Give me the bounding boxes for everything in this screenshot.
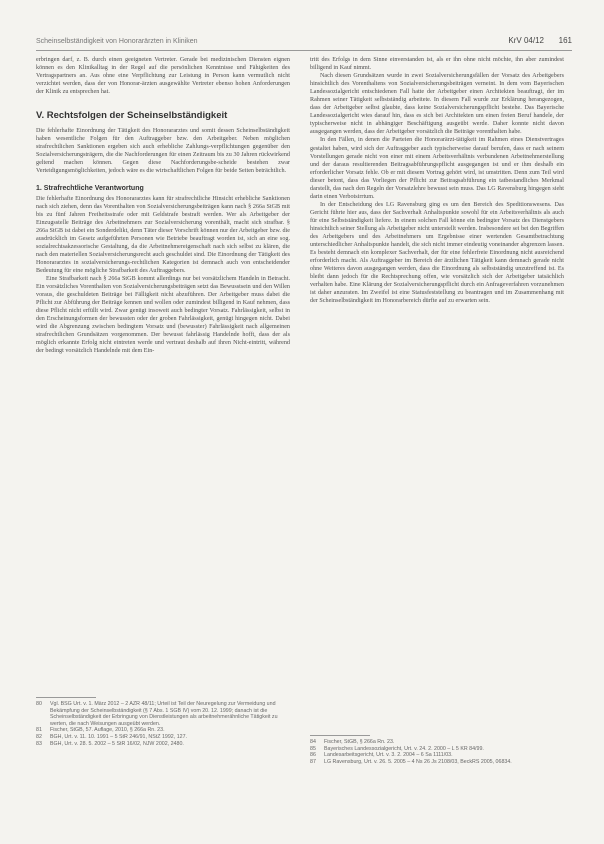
section-paragraph: Die fehlerhafte Einordnung der Tätigkeit des Honorararztes und somit dessen Scheinselbständigkeit haben wesentliche Folgen für den Auftraggeber bzw. den Arbeitgeber. Neben möglichen strafrechtlichen Sanktionen ergeben sich auch erhebliche Zahlungs-verpflichtungen gegenüber den Sozialversicherungsträgern, die die Nachforderungen für einen Zeitraum bis zu 30 Jahren rückwirkend geltend machen können. Gegen diese Nachforderungsbe-scheide bestehen zwar Verteidigungsmöglichkeiten, jedoch wäre es die wirtschaftlichen Folgen für beide Seiten beträchtlich. <box>36 128 290 175</box>
subheading: 1. Strafrechtliche Verantwortung <box>36 184 144 192</box>
right-paragraph-1: tritt des Erfolgs in dem Sinne einverstanden ist, als er ihn ohne nicht möchte, ihn aber zumindest billigend in Kauf nimmt. <box>310 57 564 72</box>
footnote: 81 Fischer, StGB, 57. Auflage, 2010, § 266a Rn. 23. <box>36 727 165 734</box>
right-paragraph-3: In den Fällen, in denen die Parteien die Honorarärzt-tätigkeit im Rahmen eines Dienstvertrages gestaltet haben, wird sich der Auftraggeber auch typischerweise darauf berufen, dass er nach seinem Vorstellungen gerade nicht von einer mit einem Arbeitsverhältnis verbundenen Arbeitnehmerstellung und der daraus resultierenden Beitragsabführungspflicht ausgegangen ist und er ihm deshalb ein erforderlicher Vorsatz fehle. Ob er mit diesem Vortrag gehört wird, ist umstritten. Denn zum Teil wird dieser betont, dass das Vorliegen der Pflicht zur Beitragsabführung ein tatbestandliches Merkmal darstellt, das nach den Regeln der Vorsatzlehre bewusst sein muss. Das LG Ravensburg hingegen sieht darin einen Verbotsirrtum. <box>310 137 564 200</box>
footnotes-right <box>310 739 564 765</box>
footnote: 87 LG Ravensburg, Urt. v. 26. 5. 2005 – 4 Ns 26 Js 2108/03, BeckRS 2005, 06834. <box>310 758 512 765</box>
sub-paragraph-1: Die fehlerhafte Einordnung des Honorararztes kann für strafrechtliche Hinsicht erhebliche Sanktionen nach sich ziehen, denn das Vorenthalten von Sozialversicherungsbeiträgen kann nach § 266a StGB mit bis zu fünf Jahren Freiheitsstrafe oder mit Geldstrafe bestraft werden. Wer als Arbeitgeber der Einzugsstelle Beiträge des Arbeitnehmers zur Sozialversicherung vorenthält, macht sich strafbar. § 266a StGB ist dabei ein Sonderdelikt, denn Täter dieser Vorschrift können nur der Arbeitgeber bzw. die ausdrücklich im Gesetz aufgeführten Personen wie Betriebe beauftragt worden ist, sich an eine sog. sozialrechtsakzessorische Gestaltung, da die Arbeitnehmereigenschaft nach sich selbst zu klären, die nach den materiellen Sozialversicherungsrecht auch geschuldet sind. Die Einordnung der Tätigkeit des Honorararztes in sozialversicherungs-rechtlichen Kategorien ist demnach auch von entscheidender Bedeutung für eine mögliche Strafbarkeit des Auftraggebers. <box>36 195 290 274</box>
footnote: 82 BGH, Urt. v. 11. 10. 1991 – 5 StR 246/91, NStZ 1992, 127. <box>36 733 188 740</box>
right-paragraph-2: Nach diesen Grundsätzen wurde in zwei Sozialversicherungsfällen der Vorsatz des Arbeitgebers hinsichtlich des Vorenthaltens von Sozialversicherungsbeiträgen verneint. In dem vom Bayerischen Landessozialgericht entschiedenen Fall hatte der Arbeitgeber einen Architekten beauftragt, der im Rahmen seiner Tätigkeit selbstständig arbeitete. In diesem Fall wurde zur Erklärung herangezogen, dass der Arbeitgeber selbst glaubte, dass keine Sozialversicherungspflicht bestehe. Das Bayerische Landessozialgericht wies darauf hin, dass es sich bei Architekten um einen freien Beruf handele, der typischerweise nicht in abhängiger Beschäftigung ausgeübt werde. Daher konnte nicht davon ausgegangen werden, dass der Arbeitgeber vorsätzlich die Beiträge vorenthalten habe. <box>310 73 564 136</box>
footnote: 80 Vgl. BSG Urt. v. 1. März 2012 – 2 AZR 48/11; Urteil ist Teil der Neuregelung zur Vermeidung und Bekämpfung der Scheinselbständigkeit (§ 7 Abs. 1 SGB IV) vom 20. 12. 1999; danach ist die Scheinselbständigkeit der Erbringung von Dienstleistungen als arbeitnehmerähnliche Tätigkeit zu werten, die nach Weisungen ausgeübt werden. <box>36 701 278 727</box>
running-title: Scheinselbständigkeit von Honorarärzten in Kliniken <box>36 38 198 45</box>
intro-paragraph: erbringen darf, z. B. durch einen geeigneten Vertreter. Gerade bei medizinischen Diensten eignen können es den Klinikalltag in der Regel auf die persönlichen Kenntnisse und Fähigkeiten des Vertragspartners an. Aus ohne eine Verpflichtung zur Leistung in Person kann vermutlich nicht verzichtet werden, dass der von Honorar-ärzten ausgewählte Vertreter ebenso hohen Anforderungen der Klinik zu entsprechen hat. <box>36 57 290 96</box>
footnotes-left <box>36 701 290 747</box>
footnote: 86 Landesarbeitsgericht, Urt. v. 3. 2. 2004 – 6 Sa 1111/03. <box>310 752 453 759</box>
right-column <box>310 56 564 305</box>
footnote: 84 Fischer, StGB, § 266a Rn. 23. <box>310 739 395 745</box>
running-header <box>36 36 572 50</box>
footnote: 85 Bayerisches Landessozialgericht, Urt. v. 24. 2. 2000 – L 5 KR 84/99. <box>310 745 484 752</box>
footnote-divider-left <box>36 697 96 698</box>
left-column <box>36 56 290 355</box>
footnote: 83 BGH, Urt. v. 28. 5. 2002 – 5 StR 16/02, NJW 2002, 2480. <box>36 740 184 747</box>
page-number: 161 <box>558 36 572 45</box>
sub-paragraph-2: Eine Strafbarkeit nach § 266a StGB kommt allerdings nur bei vorsätzlichem Handeln in Betracht. Ein vorsätzliches Vorenthalten von Sozialversicherungsbeiträgen setzt das Bewusstsein und den Willen voraus, die geschuldeten Beiträge bei Fälligkeit nicht abzuführen. Der Arbeitgeber muss dabei die Pflicht zur Abführung der Beiträge kennen und wollen oder zumindest billigend in Kauf nehmen, dass diese Pflicht nicht erfüllt wird. Zwar genügt insoweit auch bedingter Vorsatz. Fahrlässigkeit, selbst in den Erscheinungsformen der bewussten oder der groben Fahrlässigkeit, genügt hingegen nicht. Dabei wird die Abgrenzung zwischen bedingtem Vorsatz und (bewusster) Fahrlässigkeit nach allgemeinen strafrechtlichen Grundsätzen vorgenommen. Der bewusst fahrlässig Handelnde hofft, dass der als möglich erkannte Erfolg nicht eintreten werde und vertraut deshalb auf ihren Nicht-eintritt, während der bedingt vorsätzlich Handelnde mit dem Ein- <box>36 275 290 355</box>
right-paragraph-4: In der Entscheidung des LG Ravensburg ging es um den Bereich des Speditionswesens. Das Gericht führte hier aus, dass der Sachverhalt Anhaltspunkte sowohl für ein Arbeitsverhältnis als auch für eine Selbstständigkeit liefere. In einem solchen Fall könne ein bedingter Vorsatz des Dienstgebers hinsichtlich seiner Stellung als Arbeitgeber nicht unterstellt werden. Insbesondere sei bei den Begriffen des Arbeitgebers und des Arbeitnehmers um Ergebnisse einer wertenden Gesamtbetrachtung unterschiedlicher Anhaltspunkte handelt, die sich nicht immer eindeutig voneinander abgrenzen lassen. Es besteht demnach ein komplexer Sachverhalt, der für eine fehlerfreie Einordnung nicht ausreichend erforderlich macht. Als Auftraggeber im Bereich der ärztlichen Tätigkeit kann demnach gerade nicht ohne Weiteres davon ausgegangen werden, dass die Einordnung als selbstständig unzutreffend ist. Es bleibt dann jedoch für die Rechtsprechung offen, wie vorsätzlich sich der Arbeitgeber tatsächlich verhalten habe. Eine Klärung der Sozialversicherungspflicht durch ein Anfrageverfahren vorzunehmen ist daher anzuraten. Im Zweifel ist eine Statusfeststellung zu beantragen und im Zusammenhang mit der Scheinselbständigkeit im Honorarbereich dürfte auf zu erwarten sein. <box>310 201 564 305</box>
journal-issue: KrV 04/12 <box>508 36 544 45</box>
footnote-divider-right <box>310 735 370 736</box>
section-heading: V. Rechtsfolgen der Scheinselbständigkeit <box>36 110 228 122</box>
header-divider <box>36 50 572 51</box>
